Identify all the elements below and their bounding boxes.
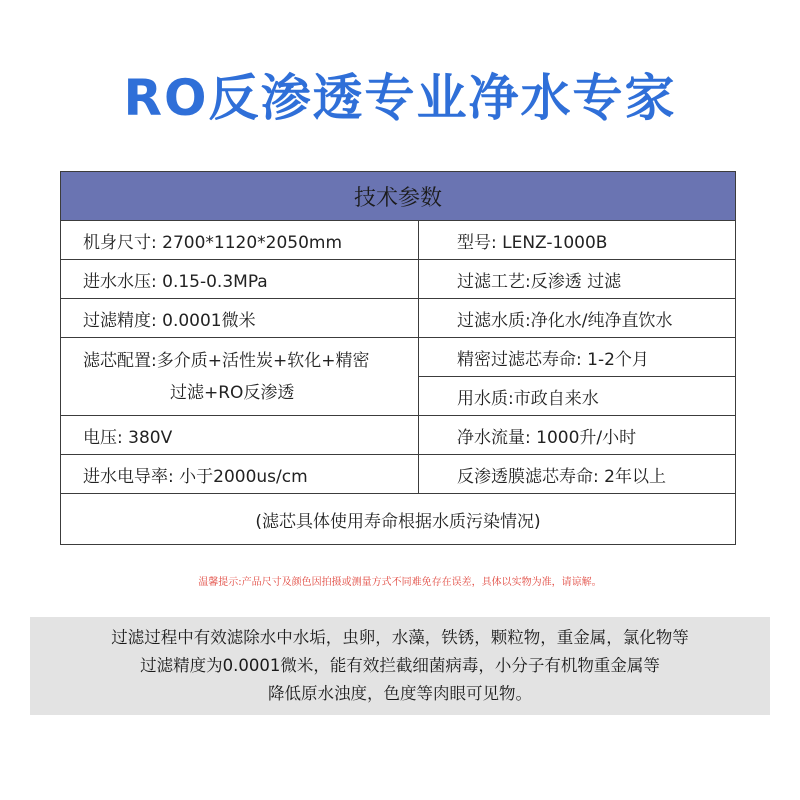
table-row [61, 455, 736, 494]
table-row [61, 494, 736, 545]
table-row [61, 338, 736, 377]
spec-flow-rate: 净水流量: 1000升/小时 [419, 416, 736, 455]
description-box [30, 617, 770, 715]
warm-tip: 温馨提示:产品尺寸及颜色因拍摄或测量方式不同难免存在误差，具体以实物为准，请谅解。 [198, 577, 602, 588]
spec-table-header-row [61, 172, 736, 221]
spec-water-quality: 过滤水质:净化水/纯净直饮水 [419, 299, 736, 338]
table-row [61, 221, 736, 260]
spec-membrane-life: 反渗透膜滤芯寿命: 2年以上 [419, 455, 736, 494]
table-row [61, 260, 736, 299]
spec-size: 机身尺寸: 2700*1120*2050mm [61, 221, 419, 260]
spec-model: 型号: LENZ-1000B [419, 221, 736, 260]
spec-source-water: 用水质:市政自来水 [419, 377, 736, 416]
table-row [61, 299, 736, 338]
spec-filter-config-line2: 过滤+RO反渗透 [170, 382, 295, 403]
spec-process: 过滤工艺:反渗透 过滤 [419, 260, 736, 299]
spec-table [60, 171, 736, 545]
spec-conductivity: 进水电导率: 小于2000us/cm [61, 455, 419, 494]
table-row [61, 416, 736, 455]
spec-filter-config-line1: 滤芯配置:多介质+活性炭+软化+精密 [83, 350, 370, 371]
spec-table-header: 技术参数 [61, 172, 736, 221]
description-line: 过滤过程中有效滤除水中水垢，虫卵，水藻，铁锈，颗粒物，重金属，氯化物等 [111, 628, 689, 647]
page-title: RO反渗透专业净水专家 [123, 69, 677, 127]
spec-note: (滤芯具体使用寿命根据水质污染情况) [61, 494, 736, 545]
description-line: 降低原水浊度，色度等肉眼可见物。 [268, 684, 532, 703]
description-line: 过滤精度为0.0001微米，能有效拦截细菌病毒，小分子有机物重金属等 [140, 656, 660, 675]
spec-voltage: 电压: 380V [61, 416, 419, 455]
spec-precision: 过滤精度: 0.0001微米 [61, 299, 419, 338]
spec-filter-config [61, 338, 419, 416]
spec-inlet-pressure: 进水水压: 0.15-0.3MPa [61, 260, 419, 299]
spec-precision-filter-life: 精密过滤芯寿命: 1-2个月 [419, 338, 736, 377]
